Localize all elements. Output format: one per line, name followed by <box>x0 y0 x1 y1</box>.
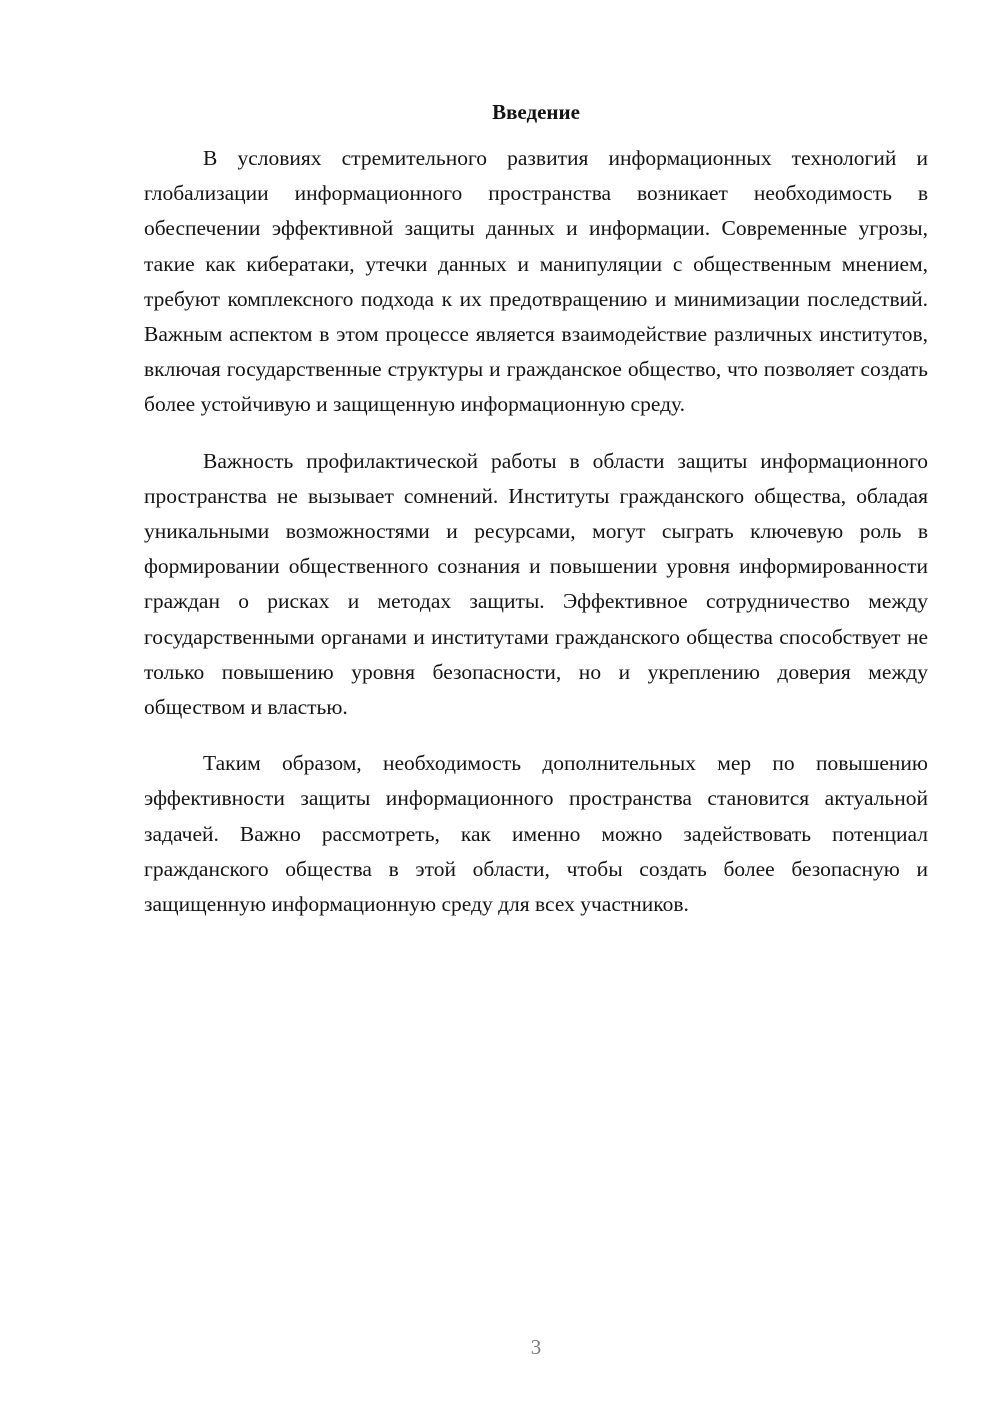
paragraph-2: Важность профилактической работы в области защиты информационного пространства не вызывает сомнений. Институты гражданского общества, обладая уникальными возможностями и ресурсами, могут сыграть ключевую роль в формировании общественного сознания и повышении уровня информированности граждан о рисках и методах защиты. Эффективное сотрудничество между государственными органами и институтами гражданского общества способствует не только повышению уровня безопасности, но и укреплению доверия между обществом и властью. <box>144 448 928 720</box>
page-number: 3 <box>530 1335 542 1359</box>
paragraph-3: Таким образом, необходимость дополнительных мер по повышению эффективности защиты информационного пространства становится актуальной задачей. Важно рассмотреть, как именно можно задействовать потенциал гражданского общества в этой области, чтобы создать более безопасную и защищенную информационную среду для всех участников. <box>144 751 928 917</box>
paragraph-1: В условиях стремительного развития информационных технологий и глобализации информационного пространства возникает необходимость в обеспечении эффективной защиты данных и информации. Современные угрозы, такие как кибератаки, утечки данных и манипуляции с общественным мнением, требуют комплексного подхода к их предотвращению и минимизации последствий. Важным аспектом в этом процессе является взаимодействие различных институтов, включая государственные структуры и гражданское общество, что позволяет создать более устойчивую и защищенную информационную среду. <box>144 146 928 417</box>
body-text <box>144 141 928 943</box>
section-title: Введение <box>492 100 580 124</box>
